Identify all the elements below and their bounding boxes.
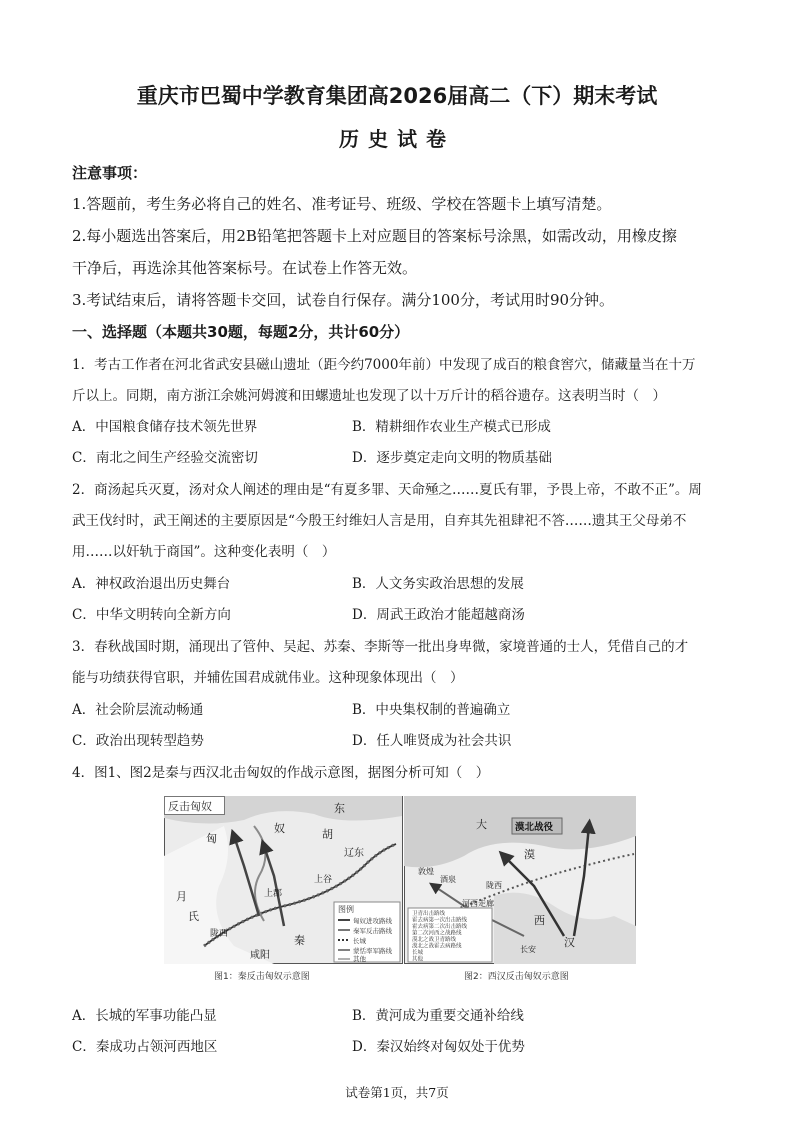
map-1-place-hu: 胡 [322,828,333,841]
page-footer: 试卷第1页，共7页 [345,1085,449,1100]
question-1-option-b: B．精耕细作农业生产模式已形成 [352,419,551,435]
map-2-place-changan: 长安 [520,945,536,954]
map-2-legend-item: 长城 [412,950,424,956]
map-1-place-longxi: 陇西 [210,929,229,939]
section-heading: 一、选择题（本题共30题，每题2分，共计60分） [72,323,410,341]
map-1-place-dong: 东 [334,802,345,815]
map-1-place-yue: 月 [176,890,187,903]
map-2-place-longxi: 陇西 [486,881,502,890]
notice-item-1: 1.答题前，考生务必将自己的姓名、准考证号、班级、学校在答题卡上填写清楚。 [72,195,612,213]
map-1-corner-label: 反击匈奴 [168,800,212,813]
question-2-line-2: 武王伐纣时，武王阐述的主要原因是“今殷王纣维妇人言是用，自弃其先祖肆祀不答……遗其王父母弟不 [72,513,687,529]
map-2-legend-item: 第二次河西之战路线 [412,930,462,937]
question-3-option-d: D．任人唯贤成为社会共识 [352,733,512,749]
notice-item-3: 3.考试结束后，请将答题卡交回，试卷自行保存。满分100分，考试用时90分钟。 [72,291,615,309]
question-4-option-c: C．秦成功占领河西地区 [72,1039,218,1055]
question-3-line-2: 能与功绩获得官职，并辅佐国君成就伟业。这种现象体现出（ ） [72,670,464,686]
map-2-legend-item: 其他 [412,956,424,963]
map-1-place-liaodong: 辽东 [344,848,364,859]
map-2-caption: 图2：西汉反击匈奴示意图 [464,972,569,982]
map-2-place-mo: 漠 [524,848,535,861]
map-2-place-jiuquan: 酒泉 [440,875,456,884]
map-2-place-da: 大 [476,818,487,831]
exam-title: 重庆市巴蜀中学教育集团高2026届高二（下）期末考试 [136,84,658,108]
question-1-option-a: A．中国粮食储存技术领先世界 [72,419,258,435]
map-2-place-dunhuang: 敦煌 [418,867,434,876]
question-3-line-1: 3．春秋战国时期，涌现出了管仲、吴起、苏秦、李斯等一批出身卑微，家境普通的士人，凭借自己的才 [72,639,689,655]
map-2-place-han: 汉 [564,936,575,949]
question-1-line-2: 斤以上。同期，南方浙江余姚河姆渡和田螺遗址也发现了以十万斤计的稻谷遗存。这表明当时（ ） [72,388,666,404]
question-3-option-c: C．政治出现转型趋势 [72,733,204,749]
map-2-corner-label: 漠北战役 [515,822,554,833]
question-1-line-1: 1．考古工作者在河北省武安县磁山遗址（距今约7000年前）中发现了成百的粮食窖穴，储藏量当在十万 [72,357,696,373]
map-1-place-xianyang: 咸阳 [250,950,270,961]
map-2-western-han [404,796,636,964]
map-1-legend-item: 蒙恬率军路线 [353,947,392,955]
question-2-option-c: C．中华文明转向全新方向 [72,607,231,623]
question-1-option-c: C．南北之间生产经验交流密切 [72,450,258,466]
map-2-place-hexi: 河西走廊 [462,899,494,908]
map-2-legend-item: 漠北之战霍去病路线 [412,943,462,950]
question-4-option-d: D．秦汉始终对匈奴处于优势 [352,1039,525,1055]
exam-subject-title: 历史试卷 [339,127,455,151]
map-1-qin [164,796,403,964]
map-1-caption: 图1：秦反击匈奴示意图 [214,972,310,982]
map-1-legend-title: 图例 [338,905,354,914]
map-1-place-shangjun: 上郡 [264,889,283,899]
map-2-legend-item: 霍去病第二次出击路线 [412,924,468,930]
notice-item-2-line-1: 2.每小题选出答案后，用2B铅笔把答题卡上对应题目的答案标号涂黑，如需改动，用橡皮擦 [72,227,677,245]
question-4-option-b: B．黄河成为重要交通补给线 [352,1008,524,1024]
notice-item-2-line-2: 干净后，再选涂其他答案标号。在试卷上作答无效。 [72,259,418,277]
map-1-place-nu: 奴 [274,822,285,835]
question-2-option-a: A．神权政治退出历史舞台 [72,576,231,592]
map-1-place-qin: 秦 [294,934,305,947]
map-1-place-xiong: 匈 [206,832,217,845]
question-2-option-b: B．人文务实政治思想的发展 [352,576,524,592]
map-1-legend-item: 其他 [353,955,366,963]
map-1-legend-item: 秦军反击路线 [353,927,392,935]
map-2-legend-item: 卫青出击路线 [412,911,446,917]
question-2-option-d: D．周武王政治才能超越商汤 [352,607,525,623]
figure-maps [164,796,636,988]
question-4-option-a: A．长城的军事功能凸显 [72,1008,217,1024]
question-4-stem: 4．图1、图2是秦与西汉北击匈奴的作战示意图，据图分析可知（ ） [72,765,490,781]
map-2-legend [408,908,492,963]
question-3-option-a: A．社会阶层流动畅通 [72,702,204,718]
map-1-place-shi: 氏 [188,910,199,923]
map-1-legend [334,902,400,963]
map-2-place-xi: 西 [534,914,545,927]
map-1-legend-item: 长城 [353,937,366,945]
map-2-legend-item: 漠北之战卫青路线 [412,937,457,943]
map-1-legend-item: 匈奴进攻路线 [353,917,392,925]
question-2-line-3: 用……以奸轨于商国”。这种变化表明（ ） [72,544,336,560]
question-3-option-b: B．中央集权制的普遍确立 [352,702,511,718]
question-2-line-1: 2．商汤起兵灭夏，汤对众人阐述的理由是“有夏多罪、天命殛之……夏氏有罪，予畏上帝，不敢不正”。周 [72,482,702,498]
map-2-legend-item: 霍去病第一次出击路线 [412,917,468,924]
question-1-option-d: D．逐步奠定走向文明的物质基础 [352,450,552,466]
notice-heading: 注意事项： [72,164,148,182]
map-1-place-shanggu: 上谷 [314,875,333,885]
